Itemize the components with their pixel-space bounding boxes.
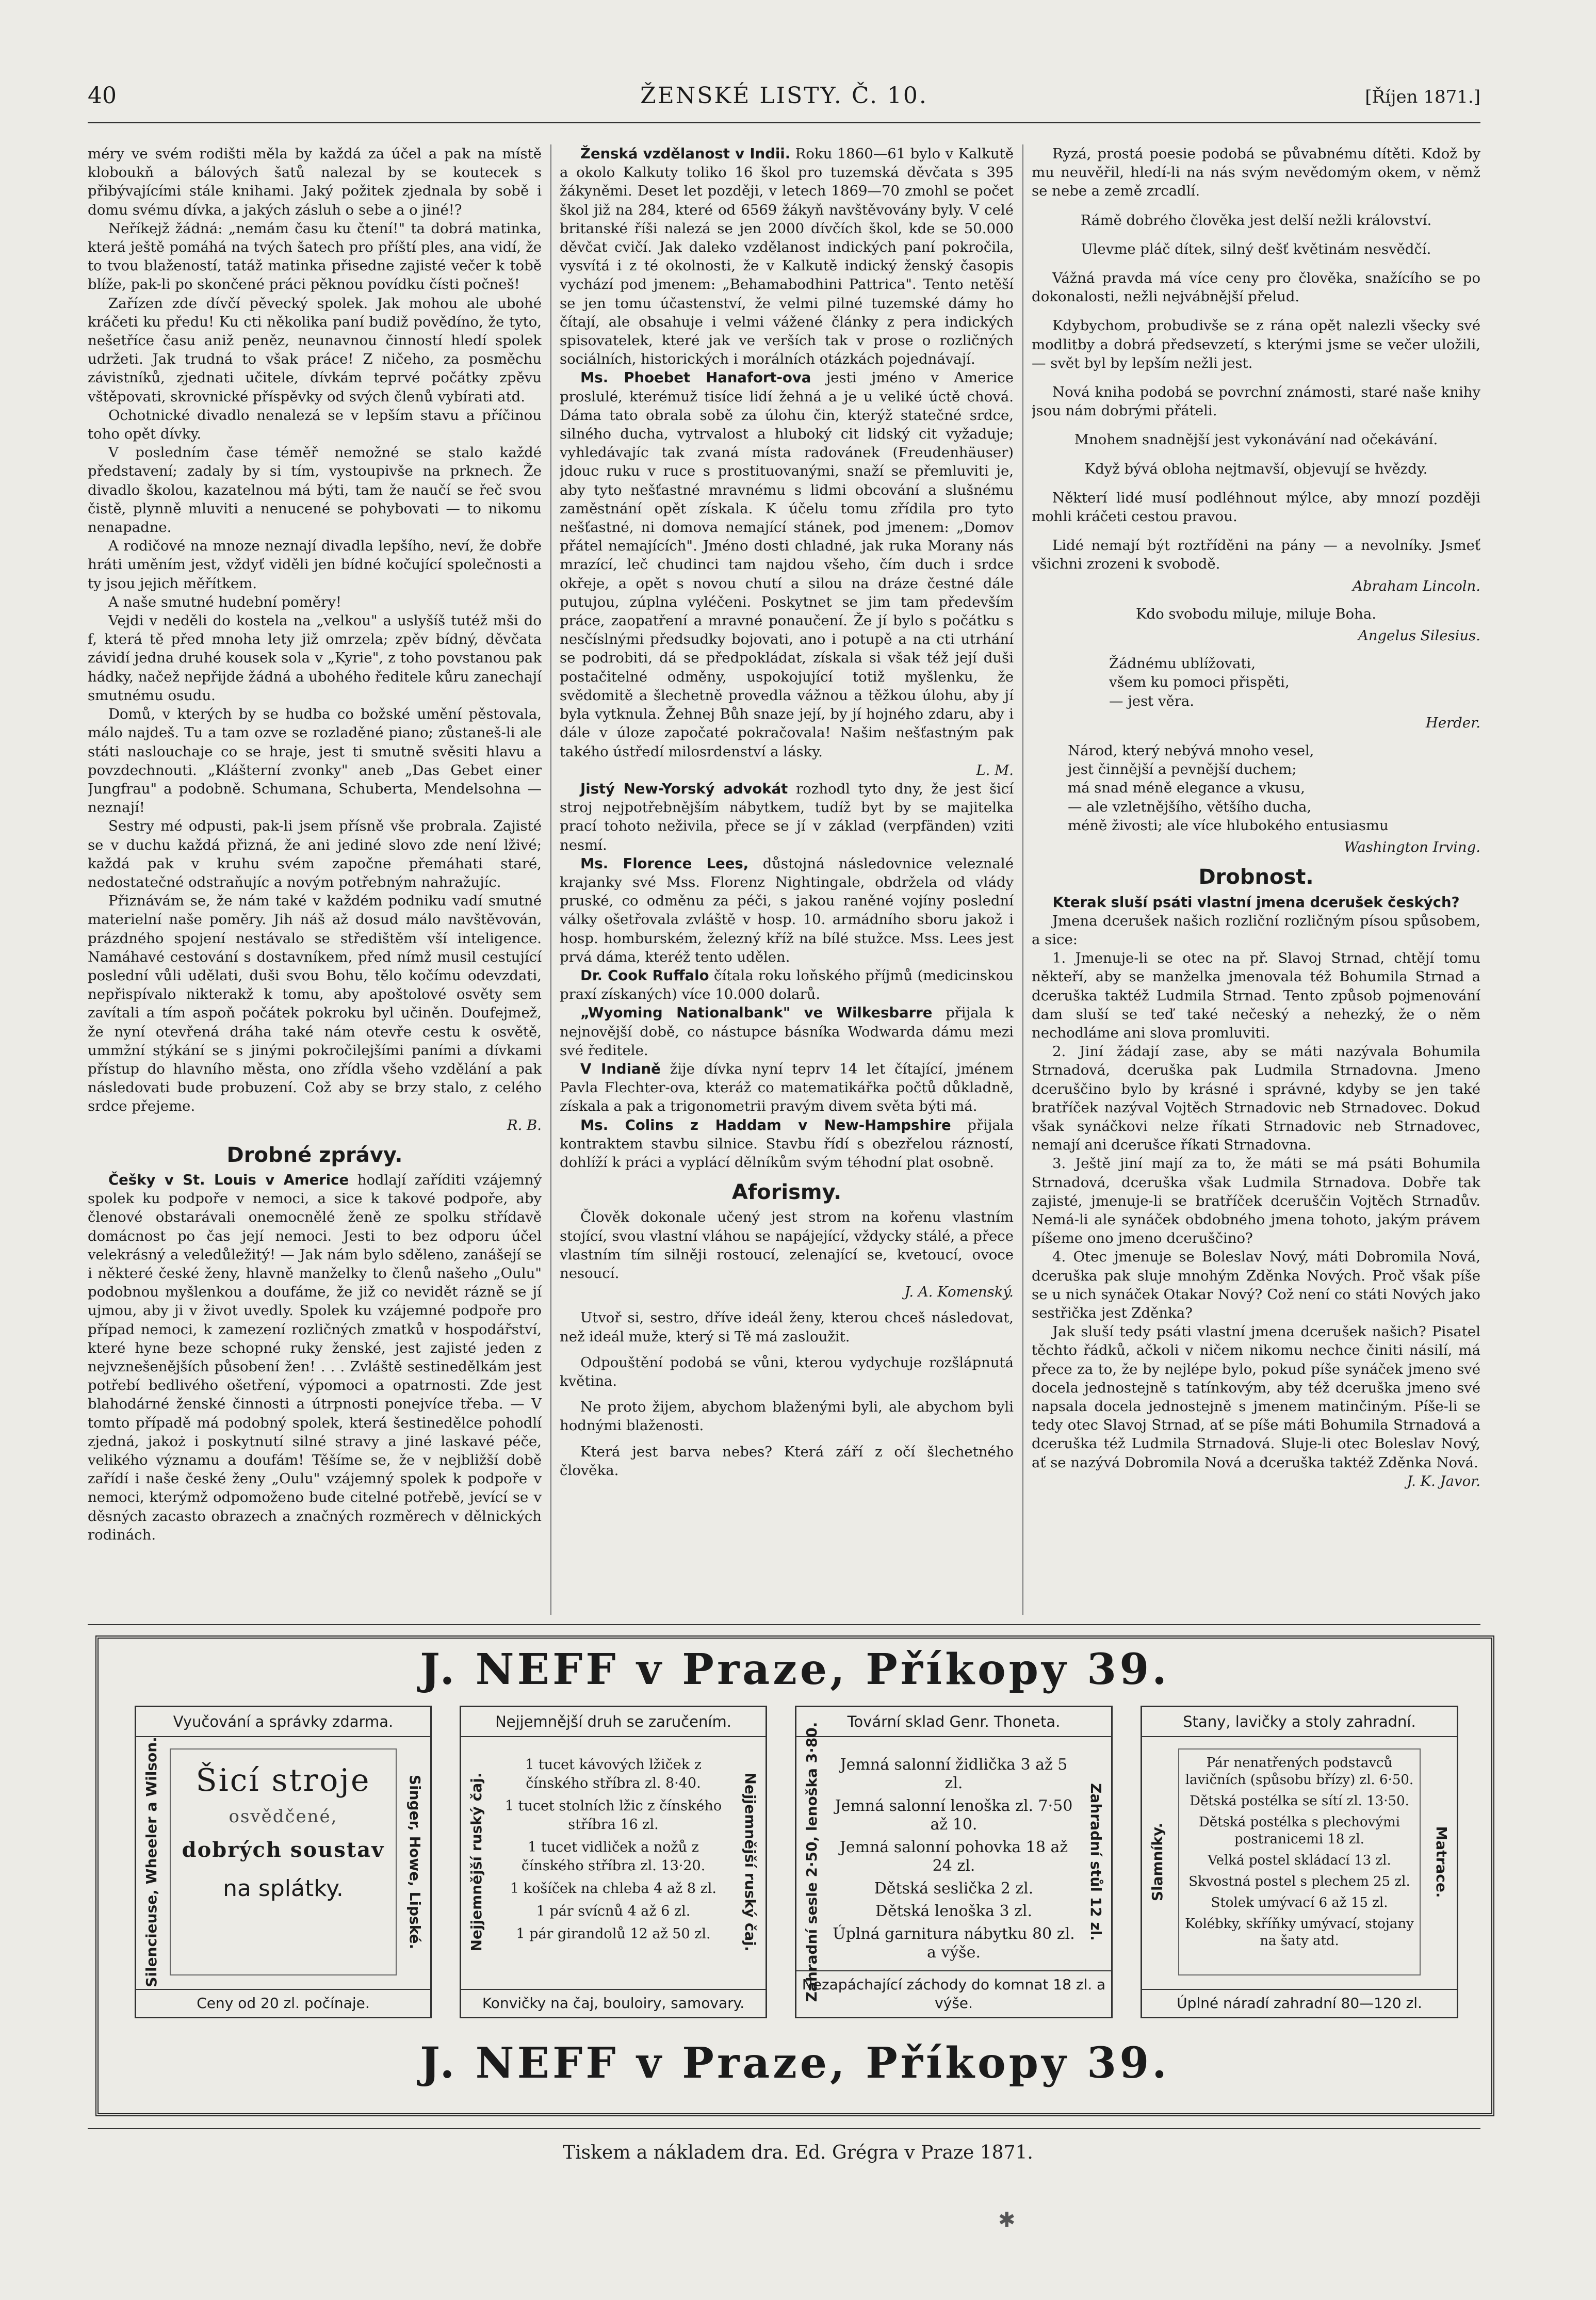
signature: L. M. xyxy=(976,762,1014,779)
paragraph: Neříkejž žádná: „nemám času ku čtení!" ta dobrá matinka, která ještě pomáhá na tvých šatech pro příští ples, ana vidí, že to tvou blažeností, tatáž matinka přisedne zajisté večer k tobě blíže, pak-li po skončené práci pěknou povídku čísti počneš! xyxy=(88,220,542,293)
poem-line: — jest věra. xyxy=(1109,692,1195,709)
page-number: 40 xyxy=(88,83,117,109)
column-3 xyxy=(1032,144,1480,1615)
ad-box-body xyxy=(497,1748,729,1975)
aphorism: Kdo svobodu miluje, miluje Boha. xyxy=(1135,605,1377,622)
ad-item: Jemná salonní lenoška zl. 7·50 až 10. xyxy=(835,1797,1073,1834)
section-heading-aforismy: Aforismy. xyxy=(731,1180,842,1205)
ad-box-furniture xyxy=(795,1706,1113,2018)
paragraph: Ochotnické divadlo nenalezá se v lepším stavu a příčinou toho opět dívky. xyxy=(88,407,542,443)
ad-box-footer: Ceny od 20 zl. počínaje. xyxy=(136,1989,430,2017)
ad-item: Jemná salonní židlička 3 až 5 zl. xyxy=(840,1756,1068,1792)
ad-item: Pár nenatřených podstavců lavičních (spůsobu břízy) zl. 6·50. xyxy=(1185,1755,1414,1788)
ad-box-header: Vyučování a správky zdarma. xyxy=(136,1707,430,1737)
section-heading-drobne-zpravy: Drobné zprávy. xyxy=(226,1143,403,1167)
ad-item: Dětská postélka s plechovými postranicemi 18 zl. xyxy=(1198,1815,1400,1847)
ink-speck-icon: ✱ xyxy=(998,2208,1016,2232)
aphorism: Ulevme pláč dítek, silný dešť květinám nesvědčí. xyxy=(1081,240,1431,257)
poem-line: všem ku pomoci přispěti, xyxy=(1109,674,1290,691)
news-text: hodlají zaříditi vzájemný spolek ku podpoře v nemoci, a sice k takové podpoře, aby členové obstarávali onemocnělé ženě ze spolku střídavě domácnost po čas její nemoci. Jesti to bez odporu účel velekrásný a veledůležitý! — Jak nám bylo sděleno, zanášejí se i některé české ženy, hlavně manželky to členů našeho „Oulu" podobnou myšlenkou a doufáme, že již co nevidět rázně se jí ujmou, aby ji v život uvedly. Spolek ku vzájemné podpoře pro případ nemoci, k zamezení rozličných zmatků v hospodářství, které hyne beze schopné ruky ženské, jest zajisté jeden z nejvznešenějších působení žen! . . . Zvláště sestinedělkám jest potřebí bedlivého ošetření, výpomoci a opatrnosti. Zde jest blahodárné ženské činnosti a útrpnosti ponejvíce třeba. — V tomto případě má podobný spolek, která šestinedělce pohodlí zjedná, jakoż i poskytnutí silné stravy a jiné laskavé péče, velikého významu a doufám! Těšíme se, že v nejbližší době zařídí i naše české ženy „Oulu" vzájemný spolek k podpoře v nemoci, kterýmž odpomoženo bude citelné potřebě, jevící se v děsných zacasto obrazech a značných rozměrech v dělnických rodinách. xyxy=(88,1171,542,1543)
ad-item: Úplná garnitura nábytku 80 zl. a výše. xyxy=(833,1925,1075,1962)
ad-item: Stolek umývací 6 až 15 zl. xyxy=(1211,1895,1388,1910)
paragraph: Sestry mé odpusti, pak-li jsem přísně vše probrala. Zajisté se v duchu každá přizná, že ani jediné slovo zde není lživé; každá pak v kruhu svém započne přemáhati staré, nedostatečné odstraňujíc a novým potřebným nahražujíc. xyxy=(88,818,542,890)
ad-item: 1 tucet vidliček a nožů z čínského stříbra zl. 13·20. xyxy=(521,1839,706,1874)
aphorism: Odpouštění podobá se vůni, kterou vydychuje rozšlápnutá květina. xyxy=(560,1354,1014,1389)
ad-item: 1 pár girandolů 12 až 50 zl. xyxy=(516,1926,711,1942)
poem-line: jest činnější a pevnější duchem; xyxy=(1068,761,1297,778)
poem xyxy=(1032,654,1480,710)
ad-item: Dětská lenoška 3 zl. xyxy=(875,1902,1033,1920)
paragraph: 1. Jmenuje-li se otec na př. Slavoj Strnad, chtějí tomu někteří, aby se manželka jmenovala též Bohumila Strnad a dceruška taktéž Ludmila Strnad. Tento způsob pojmenování dam sluší se teď také nečeský a nehezký, že o něm nechodláme ani slova promluviti. xyxy=(1032,950,1480,1041)
poem-line: méně živosti; ale více hlubokého entusiasmu xyxy=(1068,817,1389,834)
ad-big-text: na splátky. xyxy=(223,1875,344,1902)
ad-box-header: Tovární sklad Genr. Thoneta. xyxy=(796,1707,1111,1737)
ad-side-label: Matrace. xyxy=(1433,1826,1450,1898)
ad-side-label: Zahradní stůl 12 zl. xyxy=(1087,1783,1104,1941)
ad-item: Dětská postélka se sítí zl. 13·50. xyxy=(1190,1793,1409,1809)
news-headline: Češky v St. Louis v Americe xyxy=(108,1171,349,1188)
masthead-title: ŽENSKÉ LISTY. Č. 10. xyxy=(640,83,928,109)
paragraph: Jmena dcerušek našich rozliční rozličným písou spůsobem, a sice: xyxy=(1032,912,1480,948)
ad-big-text: dobrých soustav xyxy=(182,1838,385,1862)
aphorism: Mnohem snadnější jest vykonávání nad očekávání. xyxy=(1074,431,1438,448)
aphorism: Rámě dobrého člověka jest delší nežli království. xyxy=(1080,212,1432,229)
aphorism: Ne proto žijem, abychom blaženými byli, ale abychom byli hodnými blaženosti. xyxy=(560,1399,1014,1434)
news-headline: „Wyoming Nationalbank" ve Wilkesbarre xyxy=(580,1005,933,1022)
ad-side-label: Nejjemnější ruský čaj. xyxy=(468,1772,485,1952)
aphorism: Některí lidé musí podléhnout mýlce, aby mnozí později mohli kráčeti cestou pravou. xyxy=(1032,489,1480,525)
column-divider xyxy=(550,144,551,1615)
paragraph: Domů, v kterých by se hudba co božské umění pěstovala, málo najdeš. Tu a tam ozve se rozladěné piano; zůstaneš-li ale státi naslouchaje co se hraje, jest ti smutně svěsiti hlavu a povzdechnouti. „Klášterní zvonky" aneb „Das Gebet einer Jungfrau" a podobně. Schumana, Schuberta, Mendelsohna — neznají! xyxy=(88,706,542,816)
ad-box-body xyxy=(1178,1748,1421,1975)
aphorism: Člověk dokonale učený jest strom na kořenu vlastním stojící, svou vlastní vláhou se napájející, vždycky stálé, a přece vlastním tím silněji rostoucí, zelenající se, kvetoucí, ovoce nesoucí. xyxy=(560,1209,1014,1282)
paragraph: 4. Otec jmenuje se Boleslav Nový, máti Dobromila Nová, dceruška pak sluje mnohým Zděnka Nových. Proč však píše se u nich synáček Otakar Nový? Což není co státi Nových jako sestřička jest Zděnka? xyxy=(1032,1249,1480,1321)
column-1 xyxy=(88,144,542,1615)
news-headline: Dr. Cook Ruffalo xyxy=(580,967,709,984)
ad-box-footer: Nezapáchající záchody do komnat 18 zl. a výše. xyxy=(796,1970,1111,2017)
news-headline: Ženská vzdělanost v Indii. xyxy=(580,145,791,162)
news-headline: Ms. Colins z Haddam v New-Hampshire xyxy=(580,1116,951,1133)
news-text: přijala kontraktem stavbu silnice. Stavbu řídí s obezřelou rázností, dohlíží k práci a vyplácí dělníkům svým téhodní plat osobně. xyxy=(560,1116,1014,1171)
ad-big-text: Šicí stroje xyxy=(196,1762,371,1799)
aphorism: Utvoř si, sestro, dříve ideál ženy, kterou chceš následovat, než ideál muže, který si Tě má zasloužit. xyxy=(560,1309,1014,1345)
signature: Herder. xyxy=(1425,714,1480,731)
news-headline: Ms. Florence Lees, xyxy=(580,855,749,872)
ad-item: 1 košíček na chleba 4 až 8 zl. xyxy=(510,1881,716,1897)
section-rule xyxy=(88,1624,1480,1625)
ad-box-silverware xyxy=(460,1706,767,2018)
poem xyxy=(1032,741,1480,835)
footer-rule xyxy=(88,2128,1480,2129)
news-text: důstojná následovnice veleznalé krajanky své Mss. Florenz Nightingale, obdržela od vlády pruské, co odměnu za péči, s jakou raněné vojíny poslední války ošetřovala zvláště v hosp. 10. armádního sboru jakož i hosp. homburském, železný kříž na bílé stužce. Mss. Lees jest prvá dáma, kteréž tento udělen. xyxy=(560,855,1014,965)
ad-item: Skvostná postel s plechem 25 zl. xyxy=(1188,1874,1410,1889)
aphorism: Lidé nemají být roztříděni na pány — a nevolníky. Jsmeť všichni zrozeni k svobodě. xyxy=(1032,537,1480,573)
aphorism: Kdybychom, probudivše se z rána opět nalezli všecky své modlitby a dobrá předsevzetí, s kterými jsme se večer uložili, — svět byl by lepším nežli jest. xyxy=(1032,317,1480,371)
poem-line: Národ, který nebývá mnoho vesel, xyxy=(1068,742,1314,759)
news-text: jesti jméno v Americe proslulé, kterémuž tisíce lidí žehná a je u veliké úctě chová. Dáma tato obrala sobě za úlohu čin, kterýž statečné srdce, silného ducha, vytrvalost a hluboký cit lidský cit vyžaduje; vyhledávajíc tak zvaná místa radovánek (Freudenhäuser) jdouc ruku v ruce s prostituovanými, snaží se přemluviti je, aby tyto nešťastné mravnému s lidmi obcování a slušnému zaměstnání opět získala. K účelu tomu zřídila pro tyto nešťastné, ni domova nemající stánek, pod jmenem: „Domov přátel nemajících". Jméno dosti chladné, jak ruka Morany nás mrazící, leč chudinci tam najdou všeho, čím duch i srdce okřeje, a opět s novou chutí a silou na dráze čestné dále putujou, zúplna vyléčeni. Poskytnet se jim tam především práce, zaopatření a mravné ponaučení. Že jí bylo s počátku s nesčíslnými předsudky bojovati, ano i potupě a na cti utrhání se podrobiti, dá se předpokládat, získala si však též její duši postačitelné odměny, uspokojující totiž myšlenku, že svědomitě a šlechetně provedla vážnou a těžkou úlohu, aby jí byla vytknula. Žehnej Bůh snaze její, by jí hojného zdaru, aby i dále v úloze započaté pokračovala! Našim nešťastným pak takého ústředí milosrdenství a lásky. xyxy=(560,369,1014,760)
news-text: přijala k nejnovější době, co nástupce básníka Wodwarda dámu mezi své ředitele. xyxy=(560,1005,1014,1059)
aphorism: Která jest barva nebes? Která září z očí šlechetného člověka. xyxy=(560,1443,1014,1479)
signature: Angelus Silesius. xyxy=(1358,627,1480,644)
ad-box-header: Stany, lavičky a stoly zahradní. xyxy=(1142,1707,1457,1737)
paragraph: 2. Jiní žádají zase, aby se máti nazývala Bohumila Strnadová, dceruška pak Ludmila Strnadovna. Jmeno dceruščino bylo by krásné i správné, kdyby se jen také bratříček nazýval Vojtěch Strnadovic neb Strnadovec. Dokud však synáčkovi nelze říkati Strnadovic neb Strnadovec, nemají ani dcerušce říkati Strnadovna. xyxy=(1032,1043,1480,1154)
signature: R. B. xyxy=(507,1116,542,1133)
aphorism: Vážná pravda má více ceny pro člověka, snažícího se po dokonalosti, nežli nejvábnější přelud. xyxy=(1032,270,1480,305)
issue-date: [Říjen 1871.] xyxy=(1365,87,1480,107)
signature: J. A. Komenský. xyxy=(904,1284,1014,1301)
ad-box-footer: Konvičky na čaj, bouloiry, samovary. xyxy=(461,1989,766,2017)
paragraph: Vejdi v neděli do kostela na „velkou" a uslyšíš tutéž mši do f, která tě před mnoha lety již omrzela; zpěv bídný, děvčata závidí jedna druhé kousek sola v „Kyrie", z toho povstanou pak hádky, načež nepřijde žádná a ubohého ředitele kůru zanechají smutnému osudu. xyxy=(88,612,542,704)
news-text: žije dívka nyní teprv 14 let čítající, jménem Pavla Flechter-ova, kteráž co matematikářka počtů důkladně, získala a pak a trigonometrii pravým divem světa býti má. xyxy=(560,1060,1014,1115)
imprint: Tiskem a nákladem dra. Ed. Grégra v Praze 1871. xyxy=(563,2142,1033,2163)
news-headline: Jistý New-Yorský advokát xyxy=(580,780,788,797)
ad-box-header: Nejjemnější druh se zaručením. xyxy=(461,1707,766,1737)
signature: Abraham Lincoln. xyxy=(1353,577,1480,594)
poem-line: má snad méně elegance a vkusu, xyxy=(1068,780,1305,797)
paragraph: Zařízen zde dívčí pěvecký spolek. Jak mohou ale ubohé kráčeti ku předu! Ku cti několika paní budiž povědíno, že tyto, nešetříce času aniž peněz, neunavnou činností hledí spolek udržeti. Jak trudná to však práce! Z ničeho, za posměchu závistníků, zjednati učitele, dívkám teprvé počátky zpěvu vštěpovati, skrovnické příspěvky od svých členů vybírati atd. xyxy=(88,295,542,405)
poem-line: Žádnému ublížovati, xyxy=(1109,655,1256,672)
aphorism: Ryzá, prostá poesie podobá se půvabnému dítěti. Kdož by mu neuvěřil, hledí-li na nás svým nevědomým okem, v němž se nebe a země zrcadlí. xyxy=(1032,145,1480,200)
news-headline: Ms. Phoebet Hanafort-ova xyxy=(580,369,811,386)
paragraph: V posledním čase téměř nemožné se stalo každé představení; zadaly by si tím, vystoupivše na prknech. Že divadlo školou, kazatelnou má býti, tam že naučí se řeč svou čistě, plynně mluviti a nenucené se pohybovati — to nikomu nenapadne. xyxy=(88,444,542,536)
news-text: Roku 1860—61 bylo v Kalkutě a okolo Kalkuty toliko 16 škol pro tuzemská děvčata s 395 žákyněmi. Deset let později, v letech 1869—70 zmohl se počet škol již na 284, které od 6569 žákyň navštěvovány byly. V celé britanské říši nalezá se jen 2000 dívčích škol, kde se 50.000 děvčat cvičí. Jak daleko vzdělanost indických paní pokročila, vysvítá i z té okolnosti, že v Kalkutě indický ženský časopis vychází pod jmenem: „Behamabodhini Pattrica". Tento netěší se jen tomu účastenství, že velmi pilné tuzemské dámy ho čítají, ale obsahuje i velmi vážené články z pera indických spisovatelek, které jak ve verších tak v prose o rozličných sociálních, historických i morálních otázkách pojednávají. xyxy=(560,145,1014,368)
ad-box-footer: Úplné náradí zahradní 80—120 zl. xyxy=(1142,1989,1457,2017)
header-rule xyxy=(88,122,1480,123)
ad-box-body xyxy=(170,1748,397,1975)
ad-side-label: Nejjemnější ruský čaj. xyxy=(742,1772,759,1952)
ad-item: 1 pár svícnů 4 až 6 zl. xyxy=(536,1903,691,1919)
advertisement xyxy=(95,1635,1494,2116)
ad-side-label: Slamníky. xyxy=(1149,1822,1166,1902)
ad-title: J. NEFF v Praze, Příkopy 39. xyxy=(420,1645,1170,1694)
ad-item: Jemná salonní pohovka 18 až 24 zl. xyxy=(839,1838,1068,1875)
signature: J. K. Javor. xyxy=(1407,1472,1480,1489)
ad-item: 1 tucet stolních lžic z čínského stříbra 16 zl. xyxy=(504,1798,722,1833)
column-divider xyxy=(1022,144,1023,1615)
aphorism: Nová kniha podobá se povrchní známosti, staré naše knihy jsou nám dobrými přáteli. xyxy=(1032,384,1480,419)
paragraph: A naše smutné hudební poměry! xyxy=(108,593,341,610)
ad-box-body xyxy=(833,1748,1075,1975)
ad-item: Dětská seslička 2 zl. xyxy=(874,1880,1034,1898)
ad-item: Kolébky, skříňky umývací, stojany na šaty atd. xyxy=(1185,1916,1414,1949)
ad-box-sewing-machines xyxy=(135,1706,432,2018)
paragraph: Přiznávám se, že nám také v každém podniku vadí smutné materielní naše poměry. Jih náš až dosud málo navštěvován, prázdného spojení nestávalo se středištěm vší inteligence. Namáhavé cestování s dostavníkem, před nímž musil cestující poslední vůli udělati, duši svou Bohu, tělo kočímu odevzdati, nepřispívalo nikterakž k tomu, aby apoštolové osvěty sem zavítali a tím aspoň počátek pokroku byl učiněn. Doufejmež, že nyní otevřená dráha také nám otevře cestu k osvětě, ummžní stýkání se s jinými pokročilejšími paními a dívkami přístup do hlavního města, ono zřídla všeho vzdělání a pak následovati bude probuzení. Což aby se brzy stalo, z celého srdce přejeme. xyxy=(88,893,542,1115)
ad-side-label: Singer, Howe, Lipské. xyxy=(406,1774,424,1950)
ad-box-garden xyxy=(1141,1706,1458,2018)
section-heading-drobnost: Drobnost. xyxy=(1198,865,1314,889)
drobnost-subheading: Kterak sluší psáti vlastní jmena dcerušek českých? xyxy=(1052,894,1460,911)
ad-side-label: Silencieuse, Wheeler a Wilson. xyxy=(143,1737,160,1987)
news-headline: V Indianě xyxy=(580,1060,661,1077)
page-header xyxy=(88,83,1480,119)
ad-small-text: osvědčené, xyxy=(229,1806,338,1827)
column-2 xyxy=(560,144,1014,1615)
news-text: čítala roku loňského příjmů (medicinskou praxí získaných) více 10.000 dolarů. xyxy=(560,967,1014,1003)
paragraph: A rodičové na mnoze neznají divadla lepšího, neví, že dobře hráti uměním jest, vždyť viděli jen bídné kočující společnosti a ty jsou jejich měřítkem. xyxy=(88,538,542,592)
paragraph: méry ve svém rodišti měla by každá za účel a pak na místě kloboukň a bálových šatů nalezal by se koutecek s přibývajícími stále knihami. Jaký požitek zjednala by sobě i domu svému dívka, a jakých zásluh o sebe a o jiné!? xyxy=(88,145,542,218)
aphorism: Když bývá obloha nejtmavší, objevují se hvězdy. xyxy=(1084,460,1428,477)
ad-item: Velká postel skládací 13 zl. xyxy=(1208,1853,1391,1868)
paragraph: 3. Ještě jiní mají za to, že máti se má psáti Bohumila Strnadová, dceruška však Ludmila Strnadova. Dobře tak zajisté, jmenuje-li se bratříček dceruščin Vojtěch Strnadův. Nemá-li ale synáček obdobného jmena tohoto, jakým právem píšeme ono jmeno dceruščino? xyxy=(1032,1155,1480,1247)
ad-item: 1 tucet kávových lžiček z čínského stříbra zl. 8·40. xyxy=(525,1757,702,1791)
ad-side-label: Zahradní sesle 2·50, lenoška 3·80. xyxy=(803,1722,820,2002)
news-text: rozhodl tyto dny, že jest šicí stroj nejpotřebnějším nábytkem, tudíž byt by se majitelka prací tohoto neživila, přece se jí v základ (verpfänden) vziti nesmí. xyxy=(560,780,1014,853)
signature: Washington Irving. xyxy=(1344,839,1480,856)
poem-line: — ale vzletnějšího, většího ducha, xyxy=(1068,798,1312,815)
paragraph: Jak sluší tedy psáti vlastní jmena dcerušek našich? Pisatel těchto řádků, ačkoli v ničem nikomu nechce činiti násilí, má přece za to, že by nejlépe bylo, pokud píše synáček jmeno své docela jednostejně s tatínkovým, aby též dceruška jmeno své napsala docela jednostejně s jmenem matinčiným. Píše-li se tedy otec Slavoj Strnad, ať se píše máti Bohumila Strnadová a dceruška též Ludmila Strnadová. Sluje-li otec Boleslav Nový, ať se nazývá Dobromila Nová a dceruška taktéž Zděnka Nová. xyxy=(1032,1323,1480,1471)
ad-title-bottom: J. NEFF v Praze, Příkopy 39. xyxy=(420,2038,1170,2088)
